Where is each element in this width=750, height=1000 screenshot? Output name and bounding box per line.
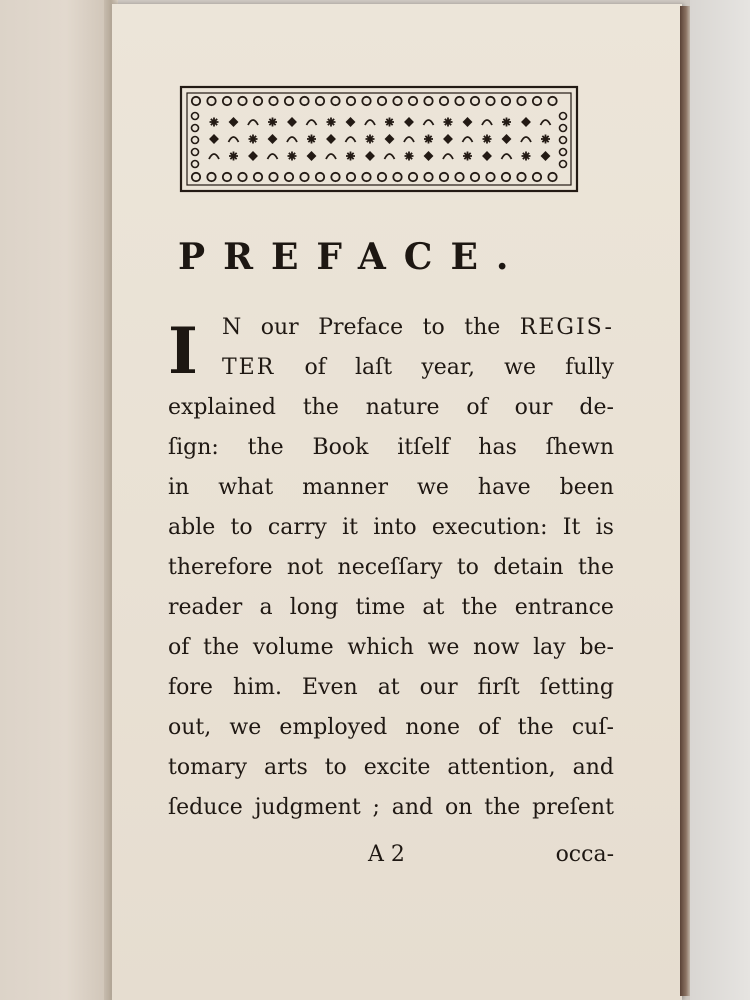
text-word: we bbox=[427, 635, 460, 660]
text-line bbox=[168, 508, 614, 548]
text-word: the bbox=[203, 635, 240, 660]
text-word: Even bbox=[302, 675, 358, 700]
signature-mark: A 2 bbox=[368, 842, 405, 867]
text-line bbox=[168, 308, 614, 348]
text-word: manner bbox=[302, 475, 389, 500]
text-word: preſent bbox=[532, 795, 614, 820]
text-word: of bbox=[168, 635, 190, 660]
text-word: able bbox=[168, 515, 216, 540]
text-word: reader bbox=[168, 595, 243, 620]
text-word: to bbox=[456, 555, 479, 580]
text-word: volume bbox=[252, 635, 334, 660]
text-word: Book bbox=[312, 435, 369, 460]
text-word: what bbox=[218, 475, 274, 500]
text-word: of bbox=[466, 395, 488, 420]
text-word: not bbox=[286, 555, 324, 580]
facing-page bbox=[0, 0, 110, 1000]
catchword: occa- bbox=[555, 842, 614, 867]
text-word: ſhewn bbox=[545, 435, 614, 460]
text-word: therefore bbox=[168, 555, 273, 580]
text-word: and bbox=[572, 755, 614, 780]
text-word: nature bbox=[365, 395, 440, 420]
text-word: lay bbox=[533, 635, 566, 660]
text-word: tomary bbox=[168, 755, 248, 780]
text-line bbox=[168, 748, 614, 788]
text-word: on bbox=[444, 795, 473, 820]
text-word: the bbox=[484, 795, 521, 820]
background-surface bbox=[690, 0, 750, 1000]
text-word: the bbox=[577, 555, 614, 580]
text-word: ſign: bbox=[168, 435, 219, 460]
text-word: ſeduce bbox=[168, 795, 243, 820]
text-word: to bbox=[422, 315, 445, 340]
text-word: none bbox=[405, 715, 460, 740]
text-word: REGIS- bbox=[519, 315, 614, 340]
text-word: employed bbox=[279, 715, 388, 740]
text-word: excite bbox=[363, 755, 431, 780]
text-word: year, bbox=[421, 355, 475, 380]
text-word: cuſ- bbox=[571, 715, 614, 740]
text-word: of bbox=[478, 715, 500, 740]
page-title: PREFACE. bbox=[178, 236, 527, 278]
text-word: the bbox=[461, 595, 498, 620]
text-word: been bbox=[559, 475, 614, 500]
text-line bbox=[168, 628, 614, 668]
text-line bbox=[168, 428, 614, 468]
text-word: and bbox=[391, 795, 434, 820]
text-word: out, bbox=[168, 715, 212, 740]
text-word: is bbox=[595, 515, 614, 540]
text-word: TER bbox=[222, 355, 276, 380]
text-line bbox=[168, 708, 614, 748]
printers-ornament-headpiece bbox=[178, 84, 580, 194]
text-word: it bbox=[342, 515, 358, 540]
text-word: explained bbox=[168, 395, 276, 420]
text-word: ſetting bbox=[539, 675, 614, 700]
text-word: execution: bbox=[431, 515, 548, 540]
text-word: him. bbox=[232, 675, 282, 700]
text-word: N bbox=[222, 315, 242, 340]
body-text bbox=[168, 308, 614, 828]
text-word: the bbox=[247, 435, 284, 460]
text-word: our bbox=[260, 315, 299, 340]
text-line bbox=[168, 548, 614, 588]
drop-cap: I bbox=[168, 314, 198, 389]
text-word: the bbox=[464, 315, 501, 340]
text-word: entrance bbox=[514, 595, 614, 620]
text-word: to bbox=[230, 515, 253, 540]
text-word: our bbox=[419, 675, 458, 700]
text-word: Preface bbox=[318, 315, 404, 340]
text-word: now bbox=[473, 635, 520, 660]
page-footer bbox=[168, 842, 614, 867]
text-word: we bbox=[229, 715, 262, 740]
text-line bbox=[168, 348, 614, 388]
text-word: at bbox=[422, 595, 445, 620]
text-word: of bbox=[304, 355, 326, 380]
text-word: detain bbox=[493, 555, 564, 580]
text-word: fore bbox=[168, 675, 213, 700]
text-word: into bbox=[373, 515, 417, 540]
text-word: long bbox=[289, 595, 339, 620]
text-word: our bbox=[514, 395, 553, 420]
text-word: a bbox=[259, 595, 273, 620]
text-word: fully bbox=[565, 355, 614, 380]
text-word: have bbox=[477, 475, 531, 500]
text-word: has bbox=[478, 435, 517, 460]
text-line bbox=[168, 388, 614, 428]
text-word: neceſſary bbox=[337, 555, 443, 580]
text-word: which bbox=[347, 635, 414, 660]
text-line bbox=[168, 468, 614, 508]
text-word: carry bbox=[267, 515, 327, 540]
text-word: the bbox=[302, 395, 339, 420]
text-word: laſt bbox=[355, 355, 393, 380]
page-edges bbox=[680, 6, 690, 996]
text-word: de- bbox=[579, 395, 614, 420]
text-line bbox=[168, 588, 614, 628]
text-word: the bbox=[517, 715, 554, 740]
text-word: judgment bbox=[254, 795, 361, 820]
text-word: be- bbox=[579, 635, 614, 660]
text-word: It bbox=[562, 515, 581, 540]
text-word: we bbox=[417, 475, 449, 500]
book-page bbox=[112, 4, 682, 1000]
text-word: in bbox=[168, 475, 190, 500]
text-word: firſt bbox=[477, 675, 520, 700]
text-word: time bbox=[355, 595, 406, 620]
text-word: we bbox=[504, 355, 536, 380]
text-word: arts bbox=[263, 755, 308, 780]
text-word: at bbox=[377, 675, 400, 700]
text-line bbox=[168, 788, 614, 828]
text-line bbox=[168, 668, 614, 708]
text-word: itſelf bbox=[397, 435, 450, 460]
text-word: attention, bbox=[447, 755, 556, 780]
text-word: to bbox=[324, 755, 347, 780]
text-word: ; bbox=[372, 795, 380, 820]
